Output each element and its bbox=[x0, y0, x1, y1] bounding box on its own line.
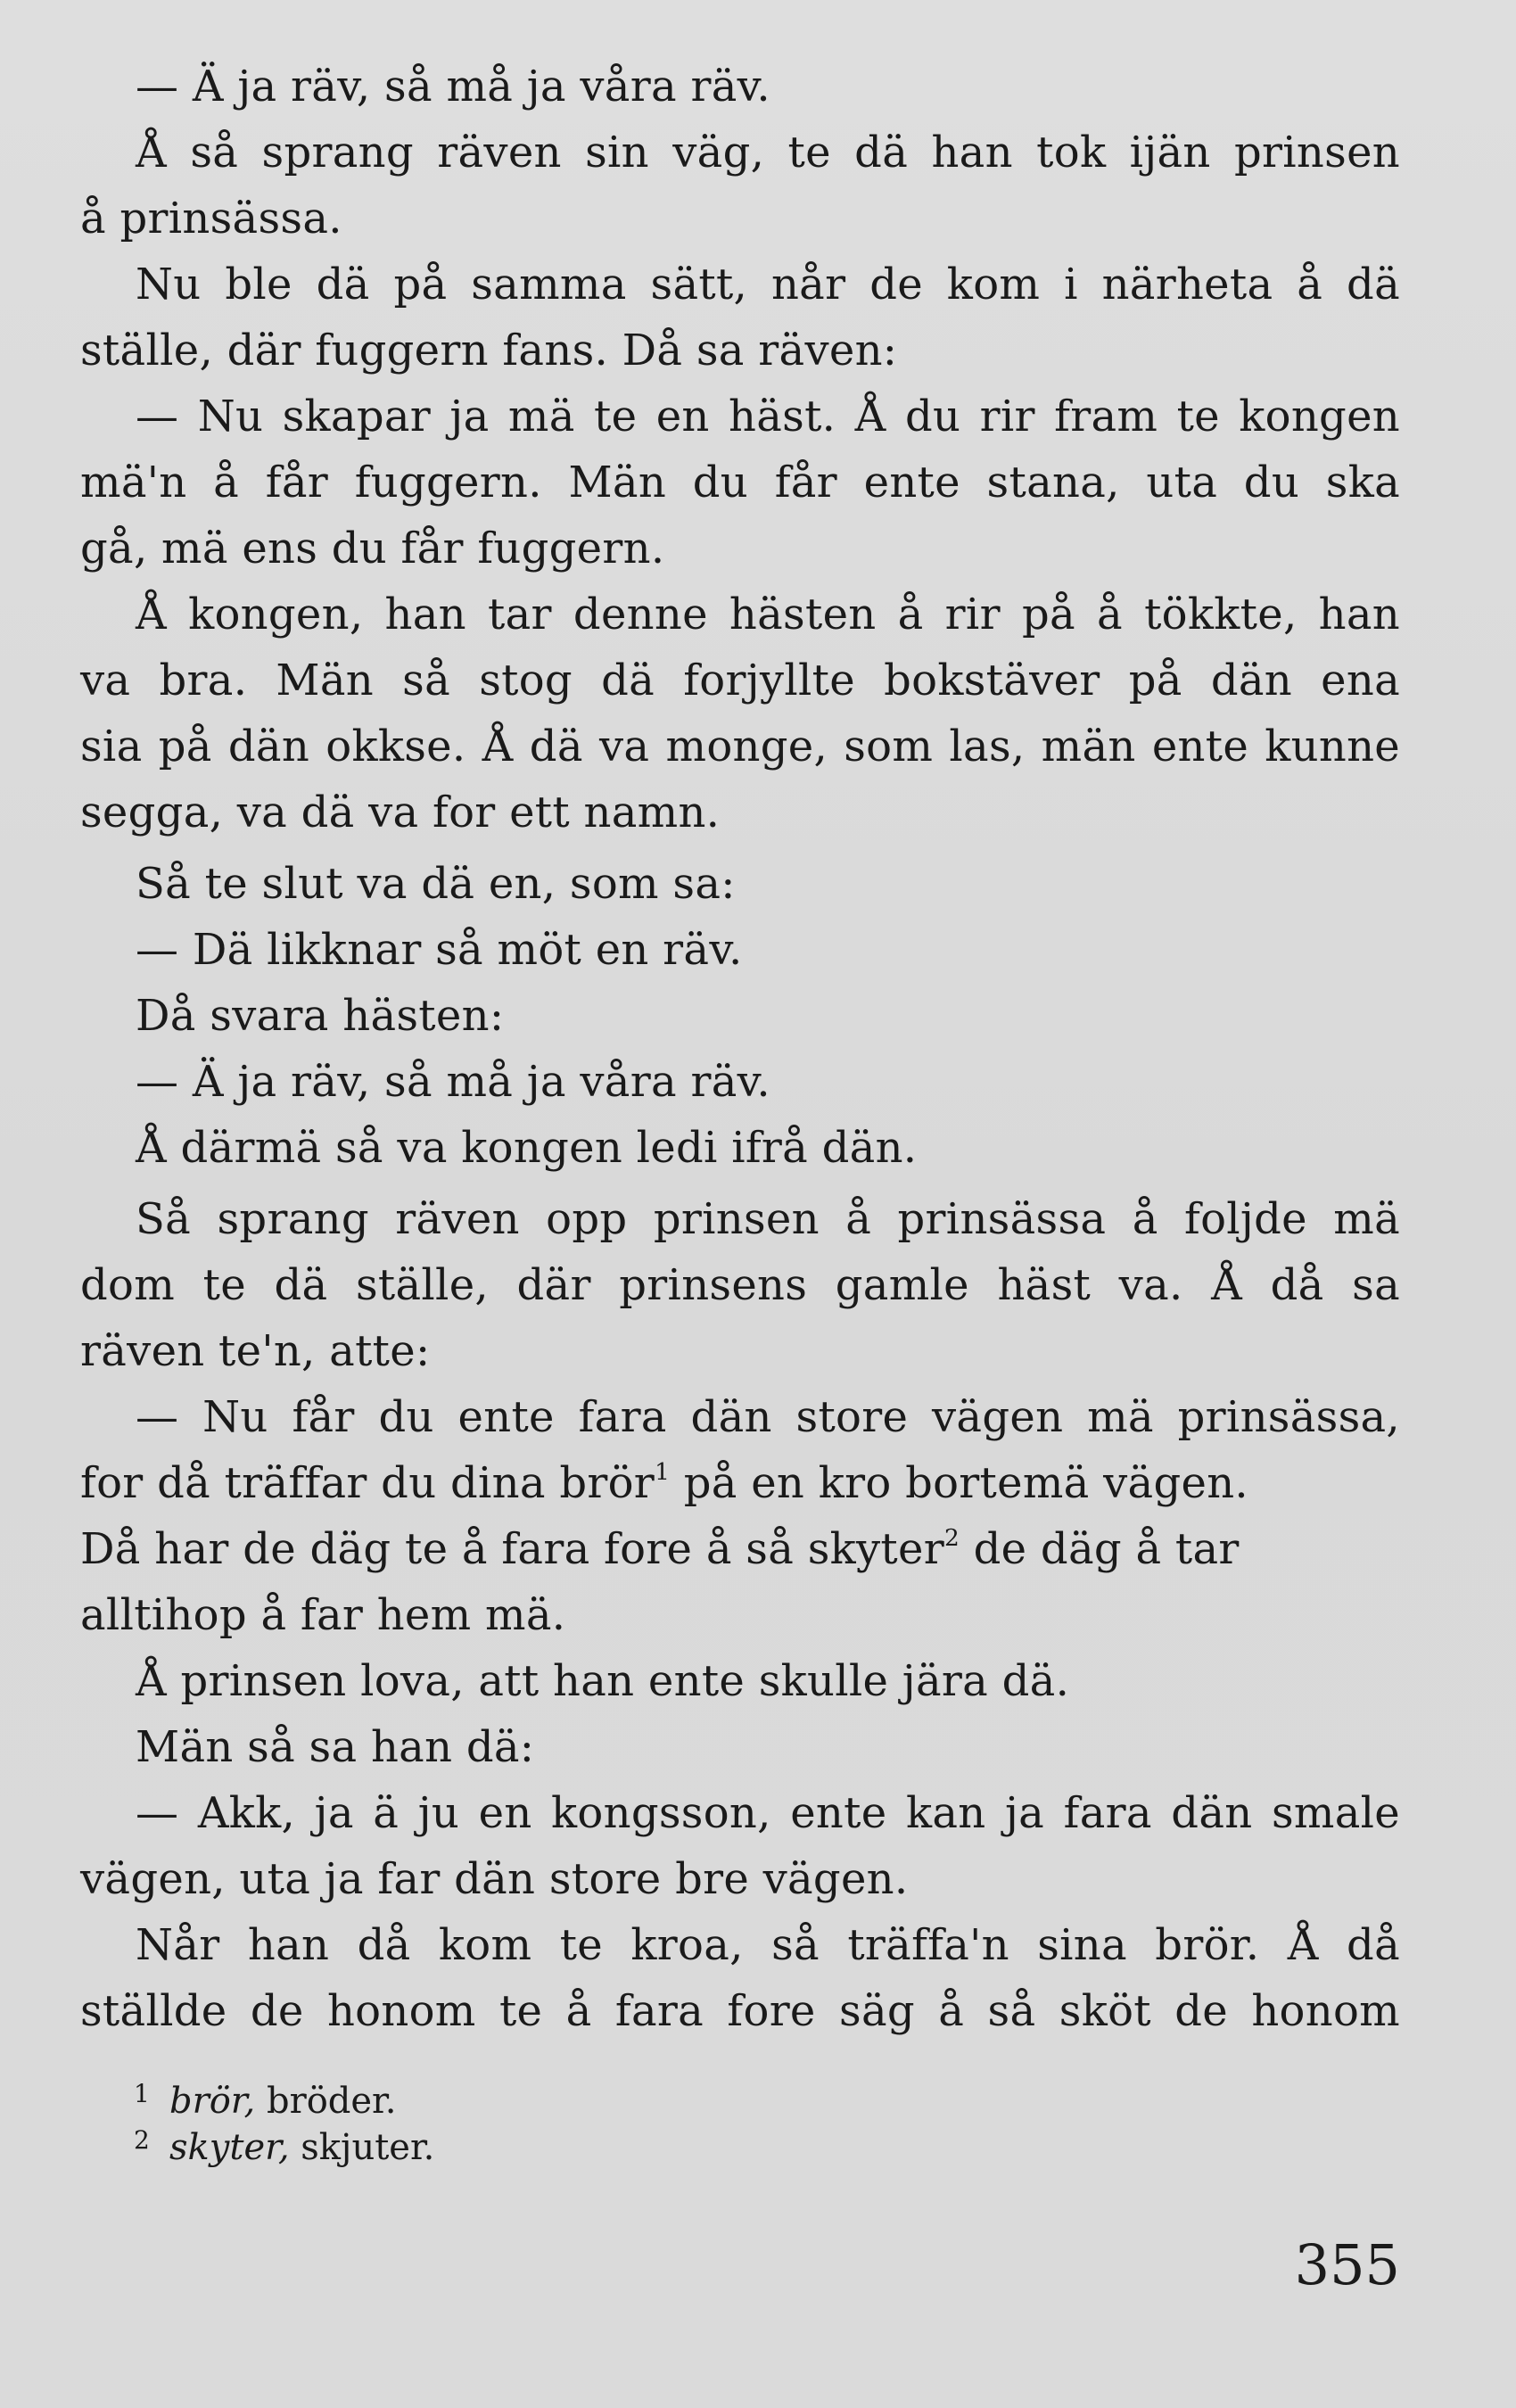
text-segment: på en kro bortemä vägen. bbox=[670, 1458, 1248, 1508]
footnote-number: 1 bbox=[134, 2079, 150, 2108]
footnote-2 bbox=[134, 2117, 1293, 2168]
text-line: mä'n å får fuggern. Män du får ente stana, uta du ska bbox=[80, 458, 1400, 507]
footnotes bbox=[134, 2071, 1293, 2168]
text-segment: for då träffar du dina brör bbox=[80, 1458, 655, 1508]
text-line: räven te'n, atte: bbox=[80, 1326, 431, 1376]
text-line-footnote-ref bbox=[80, 1516, 1400, 1582]
text-line-footnote-ref bbox=[80, 1450, 1400, 1516]
text-line: Å därmä så va kongen ledi ifrå dän. bbox=[136, 1123, 918, 1173]
text-line: Så te slut va dä en, som sa: bbox=[136, 859, 736, 909]
text-line: — Nu skapar ja mä te en häst. Å du rir fram te kongen bbox=[136, 392, 1400, 441]
footnote-number: 2 bbox=[134, 2125, 150, 2155]
text-line: Så sprang räven opp prinsen å prinsässa å foljde mä bbox=[136, 1194, 1400, 1244]
text-segment: de däg å tar bbox=[960, 1524, 1240, 1574]
footnote-ref-1: 1 bbox=[655, 1458, 671, 1487]
text-line: Å kongen, han tar denne hästen å rir på å tökkte, han bbox=[136, 590, 1400, 639]
text-line: Å så sprang räven sin väg, te dä han tok ijän prinsen bbox=[136, 128, 1400, 177]
text-line: — Ä ja räv, så må ja våra räv. bbox=[136, 1057, 770, 1107]
text-line: å prinsässa. bbox=[80, 194, 342, 243]
text-line: — Dä likknar så möt en räv. bbox=[136, 925, 743, 975]
text-line: vägen, uta ja far dän store bre vägen. bbox=[80, 1854, 909, 1904]
text-line: — Nu får du ente fara dän store vägen mä prinsässa, bbox=[136, 1392, 1400, 1442]
footnote-gloss: bröder. bbox=[255, 2081, 397, 2122]
text-line: Då svara hästen: bbox=[136, 991, 505, 1041]
text-line: Män så sa han dä: bbox=[136, 1722, 535, 1772]
text-line: Nu ble dä på samma sätt, når de kom i närheta å dä bbox=[136, 260, 1400, 309]
text-line: ställe, där fuggern fans. Då sa räven: bbox=[80, 326, 898, 375]
text-line: Å prinsen lova, att han ente skulle jära dä. bbox=[136, 1656, 1070, 1706]
footnote-ref-2: 2 bbox=[943, 1524, 960, 1553]
text-line: gå, mä ens du får fuggern. bbox=[80, 524, 665, 573]
text-line: va bra. Män så stog dä forjyllte bokstäver på dän ena bbox=[80, 656, 1400, 705]
body-text bbox=[80, 54, 1400, 2044]
text-line: — Akk, ja ä ju en kongsson, ente kan ja fara dän smale bbox=[136, 1788, 1400, 1838]
text-line: — Ä ja räv, så må ja våra räv. bbox=[136, 62, 770, 111]
footnote-gloss: skjuter. bbox=[289, 2127, 435, 2168]
text-line: alltihop å far hem mä. bbox=[80, 1590, 566, 1640]
footnote-term: skyter, bbox=[169, 2127, 290, 2168]
footnote-term: brör, bbox=[169, 2081, 256, 2122]
footnote-1 bbox=[134, 2071, 1293, 2122]
text-line: ställde de honom te å fara fore säg å så sköt de honom bbox=[80, 1986, 1400, 2036]
page-number: 355 bbox=[1294, 2232, 1400, 2297]
text-line: segga, va dä va for ett namn. bbox=[80, 788, 721, 837]
text-line: Når han då kom te kroa, så träffa'n sina brör. Å då bbox=[136, 1920, 1400, 1970]
text-line: dom te dä ställe, där prinsens gamle häst va. Å då sa bbox=[80, 1260, 1400, 1310]
text-line: sia på dän okkse. Å dä va monge, som las, män ente kunne bbox=[80, 722, 1400, 771]
text-segment: Då har de däg te å fara fore å så skyter bbox=[80, 1524, 944, 1574]
